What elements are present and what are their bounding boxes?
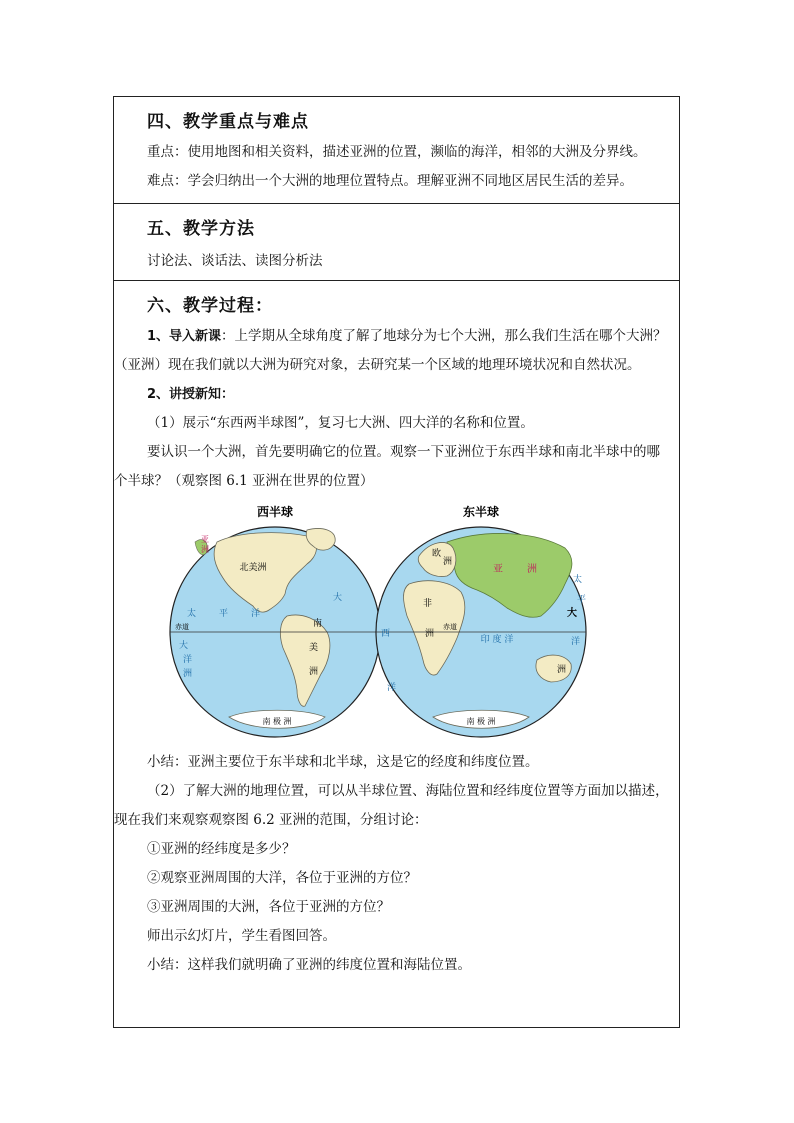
question-2: ②观察亚洲周围的大洋，各位于亚洲的方位？ [147, 870, 417, 886]
west-title: 西半球 [256, 505, 294, 519]
label-yang2: 洋 [183, 655, 193, 665]
heading-process: 六、教学过程： [147, 296, 273, 316]
label-da2: 大 [179, 641, 189, 651]
heading-methods: 五、教学方法 [147, 219, 255, 239]
label-tai: 太 [573, 575, 583, 585]
section-methods [114, 204, 679, 281]
label-antarctica-west: 南 极 洲 [262, 717, 292, 726]
section-key-points [114, 97, 679, 204]
label-sa-mei: 美 [309, 643, 319, 653]
section-process [114, 281, 679, 1027]
step1-question-2: 个半球？（观察图 6.1 亚洲在世界的位置） [114, 473, 374, 489]
question-1: ①亚洲的经纬度是多少？ [147, 841, 296, 857]
label-north-america: 北美洲 [239, 563, 267, 573]
label-sa-zhou: 洲 [309, 667, 319, 677]
hemisphere-map [157, 502, 627, 742]
label-ping: 平 [577, 595, 587, 605]
label-xi: 西 [381, 629, 391, 639]
slides-text: 师出示幻灯片，学生看图回答。 [147, 928, 336, 944]
difficulty-text: 难点：学会归纳出一个大洲的地理位置特点。理解亚洲不同地区居民生活的差异。 [147, 173, 633, 189]
heading-key-points: 四、教学重点与难点 [147, 112, 309, 132]
teach-label: 2、讲授新知： [147, 387, 235, 402]
label-sa-nan: 南 [313, 619, 323, 629]
step2-text-1: （2）了解大洲的地理位置，可以从半球位置、海陆位置和经纬度位置等方面加以描述， [147, 783, 669, 799]
step1-question-1: 要认识一个大洲，首先要明确它的位置。观察一下亚洲位于东西半球和南北半球中的哪 [147, 444, 660, 460]
label-zhou: 洲 [201, 545, 209, 554]
label-europe-ou: 欧 [432, 549, 442, 559]
label-pacific-yang: 洋 [251, 609, 261, 619]
methods-text: 讨论法、谈话法、读图分析法 [147, 253, 323, 269]
step1-text: （1）展示“东西两半球图”，复习七大洲、四大洋的名称和位置。 [147, 415, 534, 431]
label-africa-fei: 非 [423, 599, 433, 609]
east-title: 东半球 [462, 505, 500, 519]
label-da: 大 [567, 608, 577, 619]
key-point-text: 重点：使用地图和相关资料，描述亚洲的位置，濒临的海洋，相邻的大洲及分界线。 [147, 144, 647, 160]
label-atlantic-da: 大 [333, 593, 343, 603]
intro-label: 1、导入新课 [147, 329, 222, 344]
label-pacific-tai: 太 [187, 609, 197, 619]
label-ya: 亚 [201, 535, 209, 544]
label-zhou2: 洲 [183, 669, 193, 679]
step2-text-2: 现在我们来观察观察图 6.2 亚洲的范围，分组讨论： [114, 812, 428, 828]
label-oceania-zhou: 洲 [557, 665, 567, 675]
intro-text-1: ：上学期从全球角度了解了地球分为七个大洲，那么我们生活在哪个大洲？ [221, 328, 667, 344]
label-equator-west: 赤道 [175, 623, 189, 631]
label-africa-zhou: 洲 [425, 629, 435, 639]
summary2-text: 小结：这样我们就明确了亚洲的纬度位置和海陆位置。 [147, 957, 471, 973]
label-antarctica-east: 南 极 洲 [466, 717, 496, 726]
intro-text-2: （亚洲）现在我们就以大洲为研究对象，去研究某一个区域的地理环境状况和自然状况。 [114, 357, 641, 373]
lesson-plan-table [113, 96, 680, 1028]
intro-paragraph [147, 322, 669, 351]
label-pacific-ping: 平 [219, 609, 229, 619]
hemisphere-map-svg [157, 502, 627, 742]
label-asia-ya: 亚 [493, 564, 503, 575]
question-3: ③亚洲周围的大洲，各位于亚洲的方位？ [147, 899, 390, 915]
summary1-text: 小结：亚洲主要位于东半球和北半球，这是它的经度和纬度位置。 [147, 754, 539, 770]
label-yang2-east: 洋 [571, 637, 581, 647]
label-europe-zhou: 洲 [443, 557, 453, 567]
label-indian-ocean: 印 度 洋 [480, 635, 514, 645]
label-yang: 洋 [387, 683, 397, 693]
label-equator-east: 赤道 [443, 623, 457, 631]
label-asia-zhou: 洲 [527, 564, 537, 575]
